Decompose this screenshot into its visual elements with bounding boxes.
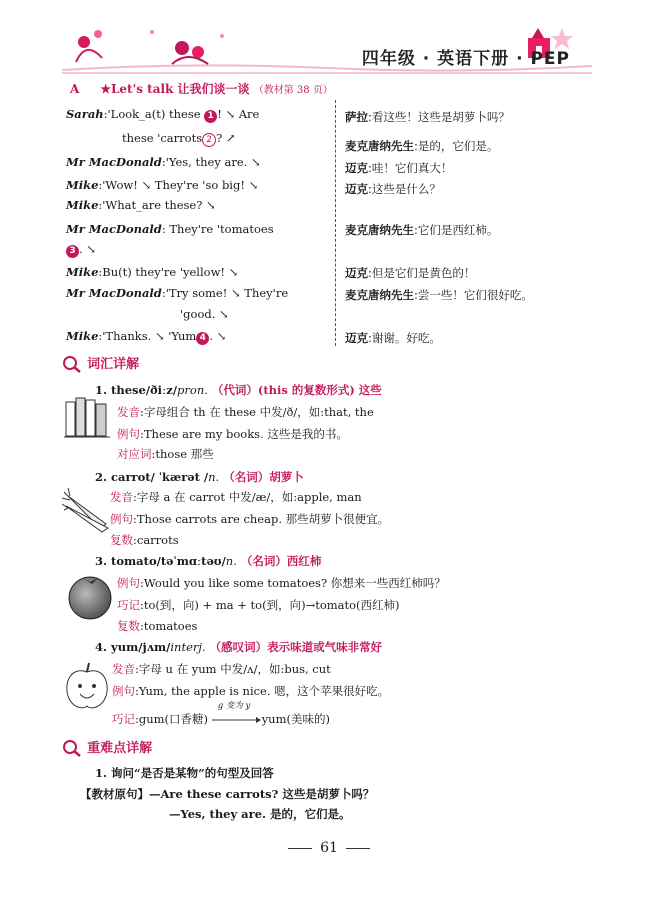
transform-arrow: g 变为 y [212, 713, 262, 727]
vocab-item-title: 1. these/ðiːz/pron. （代词）(this 的复数形式) 这些 [95, 383, 382, 397]
vocab-line: 发音:字母 a 在 carrot 中发/æ/，如:apple, man [110, 490, 362, 504]
keypoint-title: 1. 询问“是否是某物”的句型及回答 [95, 766, 274, 780]
vocab-line: 发音:字母 u 在 yum 中发/ʌ/，如:bus, cut [112, 662, 331, 676]
translation-line: 迈克:哇！它们真大！ [345, 161, 453, 175]
dialogue-line: Mike:'Wow! ↘ They're 'so big! ↘ [66, 178, 259, 192]
vocab-line: 复数:tomatoes [117, 619, 198, 633]
vocab-line: 发音:字母组合 th 在 these 中发/ð/，如:that, the [117, 405, 374, 419]
keypoints-heading: 重难点详解 [62, 737, 152, 757]
dialogue-line: Mike:'What_are these? ↘ [66, 198, 216, 212]
column-divider [335, 100, 336, 346]
vocab-trick-line: 巧记:gum(口香糖) g 变为 y yum(美味的) [112, 701, 330, 726]
source-sentence-a: —Yes, they are. 是的，它们是。 [169, 807, 351, 821]
page-number: 61 [0, 840, 658, 856]
vocab-line: 例句:Yum, the apple is nice. 嗯，这个苹果很好吃。 [112, 684, 390, 698]
dialogue-line: Sarah:'Look_a(t) these 1 ! ↘ Are [66, 107, 260, 121]
tomato-illustration [64, 570, 116, 620]
translation-line: 萨拉:看这些！这些是胡萝卜吗？ [345, 110, 510, 124]
books-illustration [64, 396, 112, 440]
apple-face-illustration [62, 660, 112, 712]
textbook-page-note: （教材第 38 页） [253, 85, 333, 96]
vocab-line: 例句:Those carrots are cheap. 那些胡萝卜很便宜。 [110, 512, 390, 526]
section-heading: ★Let's talk 让我们谈一谈 [100, 82, 250, 96]
dialogue-line: Mike:Bu(t) they're 'yellow! ↘ [66, 265, 239, 279]
vocab-line: 巧记:to(到，向) + ma + to(到，向)→tomato(西红柿) [117, 598, 400, 612]
translation-line: 迈克:这些是什么？ [345, 182, 441, 196]
section-a-title [70, 80, 333, 97]
vocab-line: 例句:Would you like some tomatoes? 你想来一些西红柿吗？ [117, 576, 446, 590]
carrots-illustration [62, 488, 114, 534]
vocab-line: 例句:These are my books. 这些是我的书。 [117, 427, 348, 441]
dialogue-line: Mr MacDonald:'Yes, they are. ↘ [66, 155, 261, 169]
dialogue-line: these 'carrots 2 ? ↗ [122, 131, 236, 145]
translation-line: 麦克唐纳先生:它们是西红柿。 [345, 223, 499, 237]
dialogue-line: 'good. ↘ [180, 307, 229, 321]
page-banner [62, 22, 592, 74]
vocab-item-title: 3. tomato/təˈmɑːtəʊ/n. （名词）西红柿 [95, 554, 322, 568]
translation-line: 迈克:但是它们是黄色的！ [345, 266, 476, 280]
translation-line: 麦克唐纳先生:是的，它们是。 [345, 139, 499, 153]
vocab-line: 复数:carrots [110, 533, 179, 547]
vocab-heading: 词汇详解 [62, 353, 139, 373]
magnifier-icon [62, 355, 82, 373]
translation-line: 麦克唐纳先生:尝一些！它们很好吃。 [345, 288, 533, 302]
vocab-item-title: 4. yum/jʌm/interj. （感叹词）表示味道或气味非常好 [95, 640, 383, 654]
section-letter: A [70, 82, 80, 96]
dialogue-line: 3 . ↘ [66, 242, 96, 258]
dialogue-line: Mr MacDonald:'Try some! ↘ They're [66, 286, 289, 300]
vocab-line: 对应词:those 那些 [117, 447, 214, 461]
dialogue-line: Mike:'Thanks. ↘ 'Yum 4 . ↘ [66, 329, 227, 343]
vocab-item-title: 2. carrot/ ˈkærət /n. （名词）胡萝卜 [95, 470, 304, 484]
dialogue-line: Mr MacDonald: They're 'tomatoes [66, 222, 274, 236]
translation-line: 迈克:谢谢。好吃。 [345, 331, 441, 345]
source-sentence-q: 【教材原句】—Are these carrots? 这些是胡萝卜吗？ [80, 787, 375, 801]
banner-title: 四年级 · 英语下册 · PEP [361, 49, 570, 69]
magnifier-icon [62, 739, 82, 757]
